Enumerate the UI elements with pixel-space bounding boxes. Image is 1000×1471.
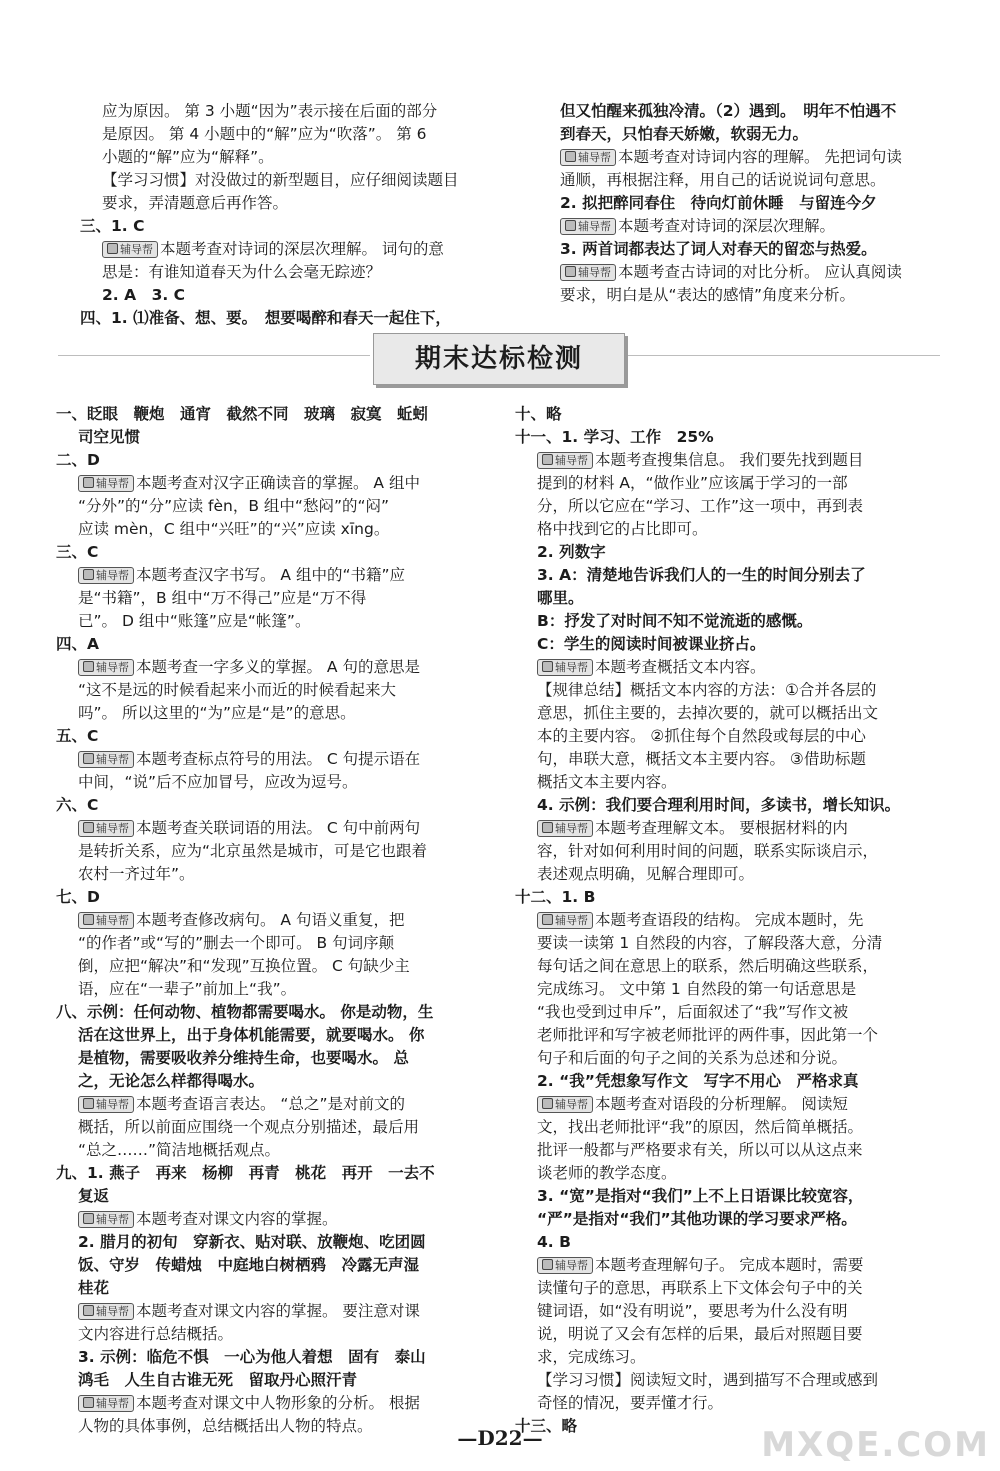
section-title: 期末达标检测 bbox=[414, 344, 583, 374]
text-line bbox=[515, 1254, 945, 1277]
text-line bbox=[56, 1208, 481, 1231]
text-line bbox=[56, 1093, 481, 1116]
tutor-tag-label: 辅导帮 bbox=[555, 1098, 588, 1111]
text-line bbox=[56, 518, 481, 541]
line-text: 3. A：清楚地告诉我们人的一生的时间分别去了 bbox=[537, 566, 866, 584]
tutor-icon bbox=[83, 753, 94, 764]
line-text: “分外”的“分”应读 fèn，B 组中“愁闷”的“闷” bbox=[78, 497, 390, 515]
line-text: 键词语，如“没有明说”，要思考为什么没有明 bbox=[537, 1302, 848, 1320]
line-text: 文内容进行总结概括。 bbox=[78, 1325, 234, 1343]
tutor-tag-label: 辅导帮 bbox=[96, 822, 129, 835]
line-text: “严”是指对“我们”其他功课的学习要求严格。 bbox=[537, 1210, 857, 1228]
text-line bbox=[538, 192, 943, 215]
line-text: 概括文本主要内容。 bbox=[537, 773, 677, 791]
tutor-tag-label: 辅导帮 bbox=[120, 243, 153, 256]
line-text: 吗”。 所以这里的“为”应是“是”的意思。 bbox=[78, 704, 356, 722]
line-text: 本题考查对汉字正确读音的掌握。 A 组中 bbox=[136, 474, 420, 492]
text-line bbox=[515, 1001, 945, 1024]
line-text: 六、C bbox=[56, 796, 99, 814]
text-line bbox=[56, 1277, 481, 1300]
text-line bbox=[515, 495, 945, 518]
text-line bbox=[515, 1231, 945, 1254]
line-text: 要读一读第 1 自然段的内容，了解段落大意，分清 bbox=[537, 934, 883, 952]
line-text: “的作者”或“写的”删去一个即可。 B 句词序颠 bbox=[78, 934, 395, 952]
tutor-tag-label: 辅导帮 bbox=[578, 151, 611, 164]
text-line bbox=[515, 725, 945, 748]
line-text: 是转折关系，应为“北京虽然是城市，可是它也跟着 bbox=[78, 842, 428, 860]
tutor-tag-label: 辅导帮 bbox=[96, 661, 129, 674]
tutor-icon bbox=[83, 477, 94, 488]
text-line bbox=[515, 978, 945, 1001]
text-line bbox=[56, 1254, 481, 1277]
text-line bbox=[515, 1208, 945, 1231]
text-line bbox=[515, 1116, 945, 1139]
text-line bbox=[515, 840, 945, 863]
column-top-right bbox=[538, 100, 943, 307]
text-line bbox=[515, 1323, 945, 1346]
tutor-icon bbox=[565, 266, 576, 277]
line-text: 每句话之间在意思上的联系，然后明确这些联系， bbox=[537, 957, 879, 975]
text-line bbox=[56, 748, 481, 771]
text-line bbox=[56, 1300, 481, 1323]
line-text: 意思，抓住主要的，去掉次要的，就可以概括出文 bbox=[537, 704, 879, 722]
text-line bbox=[56, 909, 481, 932]
tutor-icon bbox=[83, 569, 94, 580]
line-text: B：抒发了对时间不知不觉流逝的感慨。 bbox=[537, 612, 813, 630]
line-text: 中间，“说”后不应加冒号，应改为逗号。 bbox=[78, 773, 358, 791]
text-line bbox=[538, 261, 943, 284]
tutor-icon bbox=[83, 1397, 94, 1408]
text-line bbox=[538, 215, 943, 238]
line-text: 桂花 bbox=[78, 1279, 110, 1297]
line-text: 完成练习。 文中第 1 自然段的第一句话意思是 bbox=[537, 980, 857, 998]
text-line bbox=[515, 863, 945, 886]
text-line bbox=[515, 1093, 945, 1116]
line-text: 一、眨眼 鞭炮 通宵 截然不同 玻璃 寂寞 蚯蚓 bbox=[56, 405, 429, 423]
text-line bbox=[56, 886, 481, 909]
text-line bbox=[515, 449, 945, 472]
line-text: 本题考查一字多义的掌握。 A 句的意思是 bbox=[136, 658, 420, 676]
line-text: 求，完成练习。 bbox=[537, 1348, 646, 1366]
line-text: 本题考查理解文本。 要根据材料的内 bbox=[595, 819, 848, 837]
text-line bbox=[56, 495, 481, 518]
tutor-icon bbox=[83, 914, 94, 925]
tutor-icon bbox=[83, 1305, 94, 1316]
line-text: 但又怕醒来孤独冷清。（2）遇到。 明年不怕遇不 bbox=[560, 102, 897, 120]
text-line bbox=[56, 725, 481, 748]
tutor-tag bbox=[537, 912, 593, 929]
tutor-tag-label: 辅导帮 bbox=[555, 822, 588, 835]
text-line bbox=[538, 146, 943, 169]
line-text: 要求，弄清题意后再作答。 bbox=[102, 194, 289, 212]
text-line bbox=[80, 192, 480, 215]
text-line bbox=[56, 403, 481, 426]
text-line bbox=[56, 449, 481, 472]
tutor-icon bbox=[542, 1098, 553, 1109]
text-line bbox=[80, 100, 480, 123]
line-text: 3. “宽”是指对“我们”上不上日语课比较宽容， bbox=[537, 1187, 864, 1205]
text-line bbox=[515, 702, 945, 725]
line-text: 本题考查搜集信息。 我们要先找到题目 bbox=[595, 451, 864, 469]
line-text: 十、略 bbox=[515, 405, 562, 423]
line-text: 本题考查关联词语的用法。 C 句中前两句 bbox=[136, 819, 421, 837]
section-rule-left bbox=[58, 355, 370, 356]
line-text: 4. B bbox=[537, 1233, 571, 1251]
text-line bbox=[80, 123, 480, 146]
line-text: 2. 列数字 bbox=[537, 543, 606, 561]
tutor-icon bbox=[83, 1098, 94, 1109]
text-line bbox=[515, 886, 945, 909]
text-line bbox=[515, 472, 945, 495]
line-text: 应读 mèn，C 组中“兴旺”的“兴”应读 xīng。 bbox=[78, 520, 390, 538]
line-text: 2. 腊月的初旬 穿新衣、贴对联、放鞭炮、吃团圆 bbox=[78, 1233, 426, 1251]
line-text: 应为原因。 第 3 小题“因为”表示接在后面的部分 bbox=[102, 102, 438, 120]
line-text: 倒，应把“解决”和“发现”互换位置。 C 句缺少主 bbox=[78, 957, 410, 975]
line-text: 八、示例：任何动物、植物都需要喝水。 你是动物，生 bbox=[56, 1003, 434, 1021]
text-line bbox=[56, 656, 481, 679]
tutor-icon bbox=[565, 151, 576, 162]
text-line bbox=[56, 932, 481, 955]
tutor-icon bbox=[542, 454, 553, 465]
line-text: 格中找到它的占比即可。 bbox=[537, 520, 708, 538]
tutor-icon bbox=[565, 220, 576, 231]
text-line bbox=[515, 1369, 945, 1392]
text-line bbox=[538, 169, 943, 192]
tutor-tag-label: 辅导帮 bbox=[96, 569, 129, 582]
tutor-tag-label: 辅导帮 bbox=[555, 914, 588, 927]
text-line bbox=[515, 426, 945, 449]
text-line bbox=[515, 1277, 945, 1300]
tutor-icon bbox=[542, 661, 553, 672]
line-text: 到春天，只怕春天娇嫩，软弱无力。 bbox=[560, 125, 809, 143]
tutor-tag bbox=[102, 241, 158, 258]
tutor-tag-label: 辅导帮 bbox=[578, 266, 611, 279]
line-text: 老师批评和写字被老师批评的两件事，因此第一个 bbox=[537, 1026, 879, 1044]
line-text: 已”。 D 组中“账篷”应是“帐篷”。 bbox=[78, 612, 311, 630]
text-line bbox=[515, 955, 945, 978]
text-line bbox=[56, 564, 481, 587]
tutor-tag-label: 辅导帮 bbox=[96, 1397, 129, 1410]
text-line bbox=[538, 100, 943, 123]
line-text: “这不是远的时候看起来小而近的时候看起来大 bbox=[78, 681, 397, 699]
line-text: 小题的“解”应为“解释”。 bbox=[102, 148, 274, 166]
text-line bbox=[80, 307, 480, 330]
tutor-icon bbox=[83, 822, 94, 833]
line-text: 奇怪的情况，要弄懂才行。 bbox=[537, 1394, 724, 1412]
line-text: 之，无论怎么样都得喝水。 bbox=[78, 1072, 265, 1090]
line-text: 本题考查对诗词内容的理解。 先把词句读 bbox=[618, 148, 902, 166]
text-line bbox=[515, 1024, 945, 1047]
tutor-tag bbox=[78, 1395, 134, 1412]
text-line bbox=[56, 1047, 481, 1070]
text-line bbox=[56, 955, 481, 978]
line-text: 本题考查对诗词的深层次理解。 词句的意 bbox=[160, 240, 444, 258]
line-text: 五、C bbox=[56, 727, 99, 745]
text-line bbox=[56, 541, 481, 564]
line-text: 2. A 3. C bbox=[102, 286, 186, 304]
line-text: 复返 bbox=[78, 1187, 110, 1205]
line-text: 饭、守岁 传蜡烛 中庭地白树栖鸦 冷露无声湿 bbox=[78, 1256, 420, 1274]
column-bottom-right bbox=[515, 403, 945, 1438]
text-line bbox=[56, 794, 481, 817]
tutor-tag-label: 辅导帮 bbox=[555, 661, 588, 674]
line-text: 本题考查对课文内容的掌握。 bbox=[136, 1210, 338, 1228]
line-text: 本题考查标点符号的用法。 C 句提示语在 bbox=[136, 750, 421, 768]
text-line bbox=[56, 1070, 481, 1093]
column-top-left bbox=[80, 100, 480, 330]
line-text: 四、1. ⑴准备、想、要。 想要喝醉和春天一起住下， bbox=[80, 309, 451, 327]
tutor-tag bbox=[78, 912, 134, 929]
text-line bbox=[56, 1139, 481, 1162]
line-text: 本题考查理解句子。 完成本题时，需要 bbox=[595, 1256, 864, 1274]
line-text: 本题考查对语段的分析理解。 阅读短 bbox=[595, 1095, 848, 1113]
text-line bbox=[515, 1139, 945, 1162]
text-line bbox=[515, 748, 945, 771]
line-text: 本题考查语段的结构。 完成本题时，先 bbox=[595, 911, 864, 929]
text-line bbox=[56, 1231, 481, 1254]
tutor-tag bbox=[78, 751, 134, 768]
text-line bbox=[56, 679, 481, 702]
tutor-icon bbox=[83, 1213, 94, 1224]
section-title-box bbox=[373, 333, 625, 385]
section-rule-right bbox=[628, 355, 940, 356]
tutor-icon bbox=[542, 1259, 553, 1270]
line-text: 4. 示例：我们要合理利用时间，多读书，增长知识。 bbox=[537, 796, 901, 814]
text-line bbox=[538, 123, 943, 146]
text-line bbox=[515, 771, 945, 794]
line-text: 三、1. C bbox=[80, 217, 145, 235]
text-line bbox=[56, 1369, 481, 1392]
tutor-tag bbox=[78, 820, 134, 837]
line-text: 容，针对如何利用时间的问题，联系实际谈启示， bbox=[537, 842, 879, 860]
tutor-icon bbox=[542, 914, 553, 925]
text-line bbox=[515, 1300, 945, 1323]
text-line bbox=[515, 1162, 945, 1185]
line-text: 句，串联大意，概括文本主要内容。 ③借助标题 bbox=[537, 750, 866, 768]
line-text: 九、1. 燕子 再来 杨柳 再青 桃花 再开 一去不 bbox=[56, 1164, 435, 1182]
line-text: 四、A bbox=[56, 635, 99, 653]
line-text: 说，明说了又会有怎样的后果，最后对照题目要 bbox=[537, 1325, 863, 1343]
line-text: 二、D bbox=[56, 451, 100, 469]
line-text: 本题考查语言表达。 “总之”是对前文的 bbox=[136, 1095, 405, 1113]
tutor-tag bbox=[78, 567, 134, 584]
text-line bbox=[56, 702, 481, 725]
text-line bbox=[56, 817, 481, 840]
text-line bbox=[80, 238, 480, 261]
line-text: 本的主要内容。 ②抓住每个自然段或每层的中心 bbox=[537, 727, 866, 745]
line-text: 十三、略 bbox=[515, 1417, 578, 1435]
tutor-tag-label: 辅导帮 bbox=[96, 1305, 129, 1318]
tutor-tag-label: 辅导帮 bbox=[96, 1098, 129, 1111]
line-text: 三、C bbox=[56, 543, 99, 561]
text-line bbox=[56, 1001, 481, 1024]
text-line bbox=[515, 932, 945, 955]
tutor-tag bbox=[537, 659, 593, 676]
text-line bbox=[80, 169, 480, 192]
text-line bbox=[56, 1346, 481, 1369]
text-line bbox=[515, 610, 945, 633]
text-line bbox=[56, 978, 481, 1001]
line-text: 句子和后面的句子之间的关系为总述和分说。 bbox=[537, 1049, 848, 1067]
tutor-icon bbox=[107, 243, 118, 254]
tutor-tag bbox=[78, 1303, 134, 1320]
tutor-tag bbox=[560, 218, 616, 235]
line-text: 七、D bbox=[56, 888, 100, 906]
line-text: “总之……”简洁地概括观点。 bbox=[78, 1141, 281, 1159]
tutor-tag bbox=[537, 1096, 593, 1113]
line-text: 活在这世界上，出于身体机能需要，就要喝水。 你 bbox=[78, 1026, 425, 1044]
line-text: 读懂句子的意思，再联系上下文体会句子中的关 bbox=[537, 1279, 863, 1297]
line-text: 表述观点明确，见解合理即可。 bbox=[537, 865, 755, 883]
line-text: 司空见惯 bbox=[78, 428, 141, 446]
tutor-tag-label: 辅导帮 bbox=[96, 914, 129, 927]
text-line bbox=[515, 817, 945, 840]
text-line bbox=[538, 284, 943, 307]
text-line bbox=[56, 863, 481, 886]
text-line bbox=[56, 840, 481, 863]
text-line bbox=[538, 238, 943, 261]
tutor-icon bbox=[83, 661, 94, 672]
text-line bbox=[80, 215, 480, 238]
text-line bbox=[80, 284, 480, 307]
text-line bbox=[56, 1116, 481, 1139]
line-text: 【学习习惯】对没做过的新型题目，应仔细阅读题目 bbox=[102, 171, 459, 189]
text-line bbox=[515, 587, 945, 610]
text-line bbox=[515, 1047, 945, 1070]
tutor-tag-label: 辅导帮 bbox=[578, 220, 611, 233]
tutor-tag bbox=[78, 1096, 134, 1113]
tutor-icon bbox=[542, 822, 553, 833]
tutor-tag-label: 辅导帮 bbox=[555, 1259, 588, 1272]
tutor-tag-label: 辅导帮 bbox=[555, 454, 588, 467]
line-text: 十二、1. B bbox=[515, 888, 596, 906]
line-text: 鸿毛 人生自古谁无死 留取丹心照汗青 bbox=[78, 1371, 358, 1389]
line-text: 思是：有谁知道春天为什么会毫无踪迹？ bbox=[102, 263, 382, 281]
line-text: 2. “我”凭想象写作文 写字不用心 严格求真 bbox=[537, 1072, 859, 1090]
line-text: 本题考查古诗词的对比分析。 应认真阅读 bbox=[618, 263, 902, 281]
text-line bbox=[515, 656, 945, 679]
tutor-tag-label: 辅导帮 bbox=[96, 753, 129, 766]
text-line bbox=[515, 1185, 945, 1208]
line-text: 要求，明白是从“表达的感情”角度来分析。 bbox=[560, 286, 856, 304]
line-text: 农村一齐过年”。 bbox=[78, 865, 195, 883]
text-line bbox=[515, 403, 945, 426]
line-text: 人物的具体事例，总结概括出人物的特点。 bbox=[78, 1417, 373, 1435]
line-text: 本题考查对课文中人物形象的分析。 根据 bbox=[136, 1394, 420, 1412]
text-line bbox=[56, 1162, 481, 1185]
line-text: “我也受到过申斥”，后面叙述了“我”写作文被 bbox=[537, 1003, 849, 1021]
tutor-tag bbox=[78, 475, 134, 492]
line-text: 本题考查概括文本内容。 bbox=[595, 658, 766, 676]
line-text: 是原因。 第 4 小题中的“解”应为“吹落”。 第 6 bbox=[102, 125, 427, 143]
line-text: 文，找出老师批评“我”的原因，然后简单概括。 bbox=[537, 1118, 864, 1136]
text-line bbox=[56, 633, 481, 656]
line-text: 【规律总结】概括文本内容的方法：①合并各层的 bbox=[537, 681, 877, 699]
line-text: C：学生的阅读时间被课业挤占。 bbox=[537, 635, 766, 653]
line-text: 十一、1. 学习、工作 25% bbox=[515, 428, 714, 446]
line-text: 3. 两首词都表达了词人对春天的留恋与热爱。 bbox=[560, 240, 877, 258]
text-line bbox=[56, 1323, 481, 1346]
text-line bbox=[515, 1346, 945, 1369]
text-line bbox=[56, 610, 481, 633]
line-text: 本题考查汉字书写。 A 组中的“书籍”应 bbox=[136, 566, 406, 584]
line-text: 本题考查对课文内容的掌握。 要注意对课 bbox=[136, 1302, 420, 1320]
page-number: —D22— bbox=[457, 1426, 543, 1450]
line-text: 本题考查对诗词的深层次理解。 bbox=[618, 217, 836, 235]
text-line bbox=[515, 909, 945, 932]
tutor-tag bbox=[537, 452, 593, 469]
line-text: 是“书籍”，B 组中“万不得己”应是“万不得 bbox=[78, 589, 367, 607]
tutor-tag-label: 辅导帮 bbox=[96, 477, 129, 490]
text-line bbox=[80, 146, 480, 169]
line-text: 是植物，需要吸收养分维持生命，也要喝水。 总 bbox=[78, 1049, 409, 1067]
line-text: 3. 示例：临危不惧 一心为他人着想 固有 泰山 bbox=[78, 1348, 426, 1366]
line-text: 【学习习惯】阅读短文时，遇到描写不合理或感到 bbox=[537, 1371, 879, 1389]
tutor-tag bbox=[537, 820, 593, 837]
line-text: 概括，所以前面应围绕一个观点分别描述，最后用 bbox=[78, 1118, 420, 1136]
tutor-tag bbox=[560, 149, 616, 166]
text-line bbox=[80, 261, 480, 284]
line-text: 语，应在“一辈子”前加上“我”。 bbox=[78, 980, 297, 998]
text-line bbox=[515, 633, 945, 656]
text-line bbox=[56, 1392, 481, 1415]
text-line bbox=[56, 426, 481, 449]
text-line bbox=[56, 1185, 481, 1208]
text-line bbox=[56, 1415, 481, 1438]
text-line bbox=[56, 587, 481, 610]
text-line bbox=[56, 472, 481, 495]
text-line bbox=[515, 1070, 945, 1093]
column-bottom-left bbox=[56, 403, 481, 1438]
watermark: MXQE.COM bbox=[761, 1425, 990, 1465]
tutor-tag bbox=[560, 264, 616, 281]
line-text: 谈老师的教学态度。 bbox=[537, 1164, 677, 1182]
text-line bbox=[515, 1392, 945, 1415]
line-text: 提到的材料 A，“做作业”应该属于学习的一部 bbox=[537, 474, 848, 492]
text-line bbox=[515, 541, 945, 564]
text-line bbox=[515, 679, 945, 702]
text-line bbox=[515, 794, 945, 817]
line-text: 批评一般都与严格要求有关，所以可以从这点来 bbox=[537, 1141, 863, 1159]
line-text: 2. 拟把醉同春住 待向灯前休睡 与留连今夕 bbox=[560, 194, 877, 212]
text-line bbox=[56, 771, 481, 794]
tutor-tag bbox=[78, 659, 134, 676]
tutor-tag bbox=[537, 1257, 593, 1274]
tutor-tag bbox=[78, 1211, 134, 1228]
text-line bbox=[515, 518, 945, 541]
line-text: 本题考查修改病句。 A 句语义重复，把 bbox=[136, 911, 405, 929]
tutor-tag-label: 辅导帮 bbox=[96, 1213, 129, 1226]
line-text: 通顺，再根据注释，用自己的话说说词句意思。 bbox=[560, 171, 886, 189]
line-text: 分，所以它应在“学习、工作”这一项中，再到表 bbox=[537, 497, 864, 515]
line-text: 哪里。 bbox=[537, 589, 584, 607]
text-line bbox=[56, 1024, 481, 1047]
text-line bbox=[515, 564, 945, 587]
